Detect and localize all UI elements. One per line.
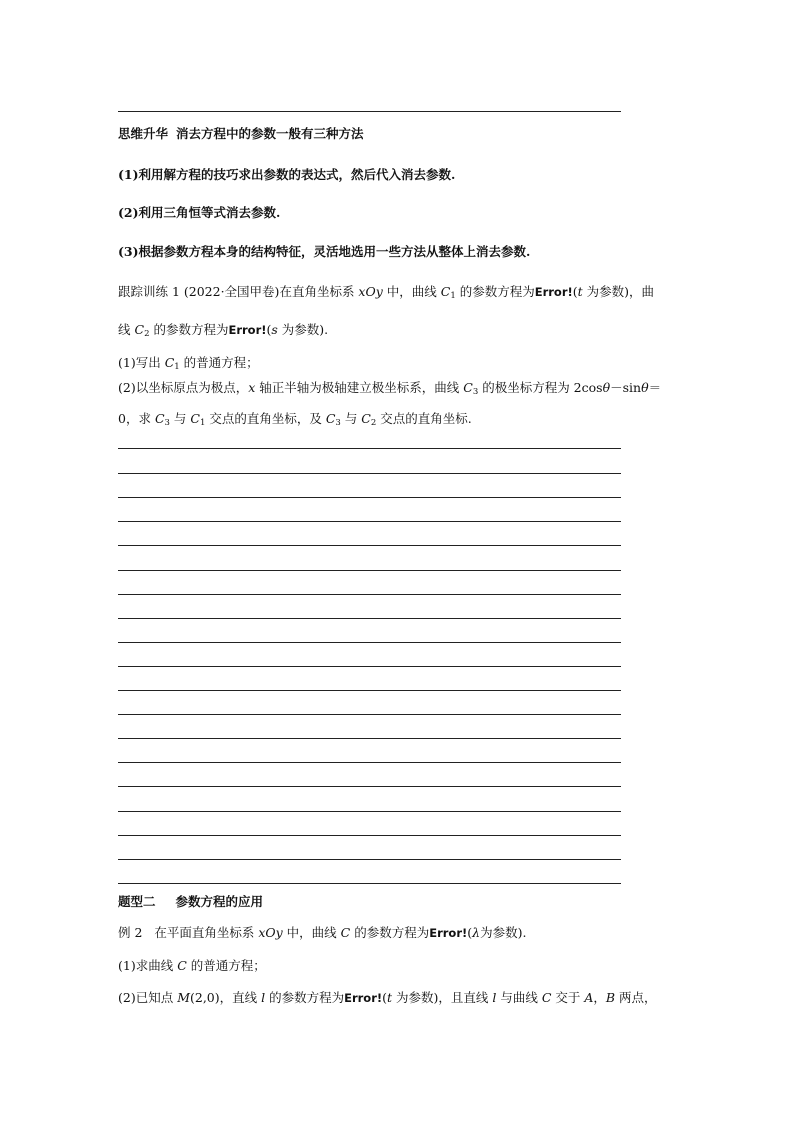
error-field: Error!: [228, 323, 267, 337]
answer-line: [118, 786, 621, 787]
answer-line: [118, 545, 621, 546]
summary-text: 消去方程中的参数一般有三种方法: [175, 126, 364, 141]
summary-item-2: (2)利用三角恒等式消去参数.: [118, 205, 281, 220]
answer-line: [118, 690, 621, 691]
answer-line: [118, 570, 621, 571]
training-question-1: (1)写出 $C_1$ 的普通方程；: [118, 355, 259, 372]
answer-line: [118, 497, 621, 498]
answer-line: [118, 618, 621, 619]
answer-line: [118, 835, 621, 836]
example-question-1: (1)求曲线 C 的普通方程；: [118, 958, 266, 973]
example-question-2: (2)已知点 M(2,0)，直线 l 的参数方程为Error!(t 为参数)，且直线 l 与曲线 C 交于 A，B 两点，: [118, 990, 657, 1005]
error-field: Error!: [534, 285, 573, 299]
error-field: Error!: [429, 926, 468, 940]
answer-line: [118, 762, 621, 763]
answer-line: [118, 642, 621, 643]
answer-line: [118, 473, 621, 474]
training-question-2: (2)以坐标原点为极点，x 轴正半轴为极轴建立极坐标系，曲线 $C_3$ 的极坐标方程为 2cosθ－sinθ＝: [118, 380, 662, 397]
answer-line: [118, 738, 621, 739]
summary-title: 思维升华: [118, 126, 169, 141]
answer-line: [118, 521, 621, 522]
example-line-1: 例 2 在平面直角坐标系 xOy 中，曲线 C 的参数方程为Error!(λ为参数).: [118, 925, 527, 940]
answer-line: [118, 594, 621, 595]
answer-line: [118, 811, 621, 812]
top-rule: [118, 111, 621, 112]
example-label: 例 2: [118, 925, 143, 940]
answer-line: [118, 859, 621, 860]
answer-line: [118, 714, 621, 715]
answer-line: [118, 883, 621, 884]
section-heading: [118, 894, 263, 910]
answer-line: [118, 666, 621, 667]
error-field: Error!: [344, 991, 383, 1005]
summary-item-3: (3)根据参数方程本身的结构特征，灵活地选用一些方法从整体上消去参数.: [118, 244, 531, 259]
summary-item-1: (1)利用解方程的技巧求出参数的表达式，然后代入消去参数.: [118, 167, 456, 182]
training-line-2: 线 $C_2$ 的参数方程为Error!(s 为参数).: [118, 322, 329, 339]
training-question-2-cont: 0，求 $C_3$ 与 $C_1$ 交点的直角坐标，及 $C_3$ 与 $C_2$ 交点的直角坐标.: [118, 411, 472, 428]
answer-line: [118, 448, 621, 449]
section-title: 题型二: [118, 894, 156, 909]
section-subtitle: 参数方程的应用: [175, 894, 264, 909]
training-line-1: 跟踪训练 1 (2022·全国甲卷)在直角坐标系 xOy 中，曲线 $C_1$ 的参数方程为Error!(t 为参数)，曲: [118, 284, 655, 301]
summary-heading: [118, 126, 363, 142]
